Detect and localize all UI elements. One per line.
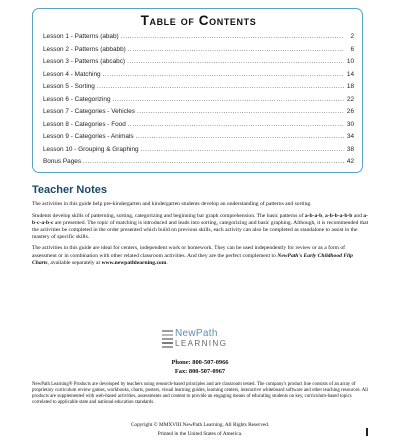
toc-entry[interactable] <box>43 83 354 96</box>
logo-line-2: LEARNING <box>175 339 228 348</box>
toc-entry-name: Bonus Pages <box>43 158 82 165</box>
toc-entry[interactable] <box>43 58 354 71</box>
pattern-abcabc: a-b-c-a-b-c <box>32 212 368 226</box>
toc-entry-name: Lesson 5 - Sorting <box>43 83 95 90</box>
toc-entry-name: Lesson 6 - Categorizing <box>43 95 111 103</box>
newpath-learning-logo <box>162 326 236 352</box>
pattern-abbabb: a-b-b-a-b-b <box>325 212 353 219</box>
logo-bars-icon <box>162 330 173 348</box>
toc-entry[interactable] <box>43 71 354 84</box>
table-of-contents <box>32 8 363 173</box>
toc-entry-page: 34 <box>346 133 354 140</box>
toc-entry-page: 14 <box>346 70 354 78</box>
toc-entry-name: Lesson 9 - Categories - Animals <box>43 133 134 140</box>
toc-title: Table of Contents <box>140 13 257 28</box>
toc-entry-name: Lesson 3 - Patterns (abcabc) <box>43 58 126 65</box>
toc-leader-dots <box>103 71 344 78</box>
toc-entry-page: 38 <box>346 145 354 153</box>
teacher-notes-heading: Teacher Notes <box>32 184 107 196</box>
toc-entry-page: 10 <box>346 58 354 65</box>
text-span: The activities in this guide are ideal for centers, independent work or homework. They can be used independently for review or as a form of assessment or in combination with other related classroom activities. And they are the perfect complement to <box>32 245 346 259</box>
page-edge-mark <box>366 428 368 436</box>
teacher-notes-paragraph-2 <box>32 213 370 241</box>
copyright-line: Copyright © MMXVIII NewPath Learning. All Rights Reserved. <box>130 422 270 428</box>
toc-entry-name: Lesson 10 - Grouping & Graphing <box>43 145 139 153</box>
text-span: Students develop skills of patterning, sorting, categorizing and beginning bar graph comprehension. The basic patterns of <box>32 212 305 219</box>
toc-entry[interactable] <box>43 133 354 146</box>
printed-in-line: Printed in the United States of America. <box>157 431 243 437</box>
logo-line-1: NewPath <box>175 328 218 339</box>
text-span: . <box>166 259 168 266</box>
teacher-notes-paragraph-3 <box>32 245 370 266</box>
toc-entry[interactable] <box>43 121 354 134</box>
phone-number: Phone: 800-507-0966 <box>171 359 229 366</box>
toc-entry[interactable] <box>43 158 354 171</box>
toc-entry-page: 18 <box>346 83 354 90</box>
toc-leader-dots <box>83 158 344 165</box>
toc-entry[interactable] <box>43 46 354 59</box>
toc-entry-name: Lesson 8 - Categories - Food <box>43 120 126 128</box>
toc-entry-page: 42 <box>346 158 354 165</box>
fax-number: Fax: 800-507-0967 <box>174 368 226 375</box>
toc-entry-page: 2 <box>350 33 354 40</box>
text-span: and <box>352 212 364 219</box>
teacher-notes <box>32 184 370 271</box>
toc-entry[interactable] <box>43 33 354 46</box>
toc-entry-name: Lesson 2 - Patterns (abbabb) <box>43 45 126 53</box>
flip-charts-title: NewPath's Early Childhood Flip Charts <box>32 252 353 266</box>
toc-entry-name: Lesson 4 - Matching <box>43 70 101 78</box>
toc-leader-dots <box>141 146 344 153</box>
toc-leader-dots <box>136 133 344 140</box>
toc-entry-page: 26 <box>346 108 354 115</box>
toc-entry-name: Lesson 7 - Categories - Vehicles <box>43 108 136 115</box>
toc-leader-dots <box>113 96 345 103</box>
logo-text <box>175 329 227 349</box>
footer-description: NewPath Learning® Products are developed by teachers using research-based principles and are classroom tested. The company's product line consists of an array of proprietary curriculum review games, workbooks, charts, posters, visual learning guides, learning centers, interactive whiteboard software and other teaching resources. All products are supplemented with web-based activities, assessments and content to provide an engaging means of educating students on key, curriculum-based topics correlated to applicable state and national education standards. <box>32 382 368 405</box>
toc-leader-dots <box>128 121 344 128</box>
toc-entry-page: 6 <box>350 45 354 53</box>
toc-leader-dots <box>127 58 344 65</box>
website-link[interactable]: www.newpathlearning.com <box>101 259 167 266</box>
toc-entry[interactable] <box>43 146 354 159</box>
pattern-abab: a-b-a-b <box>304 212 323 219</box>
text-span: , <box>322 212 326 219</box>
toc-list <box>43 33 354 171</box>
toc-entry[interactable] <box>43 108 354 121</box>
toc-entry-page: 30 <box>346 120 354 128</box>
text-span: , available separately at <box>47 259 102 266</box>
toc-leader-dots <box>121 33 344 40</box>
toc-entry-name: Lesson 1 - Patterns (abab) <box>43 33 119 40</box>
toc-entry[interactable] <box>43 96 354 109</box>
toc-leader-dots <box>97 83 344 90</box>
toc-leader-dots <box>137 108 344 115</box>
teacher-notes-paragraph-1: The activities in this guide help pre-kindergarten and kindergarten students develop an understanding of patterns and sorting. <box>32 201 312 207</box>
toc-entry-page: 22 <box>346 95 354 103</box>
text-span: are presented. The topic of matching is introduced and leads into sorting, categorizing and basic graphing. Although, it is recommended that the activities be completed in the order presented which build on previous skills, each activity can also be completed as standalone to assist in the mastery of specific skills. <box>32 219 369 240</box>
toc-leader-dots <box>128 46 344 53</box>
